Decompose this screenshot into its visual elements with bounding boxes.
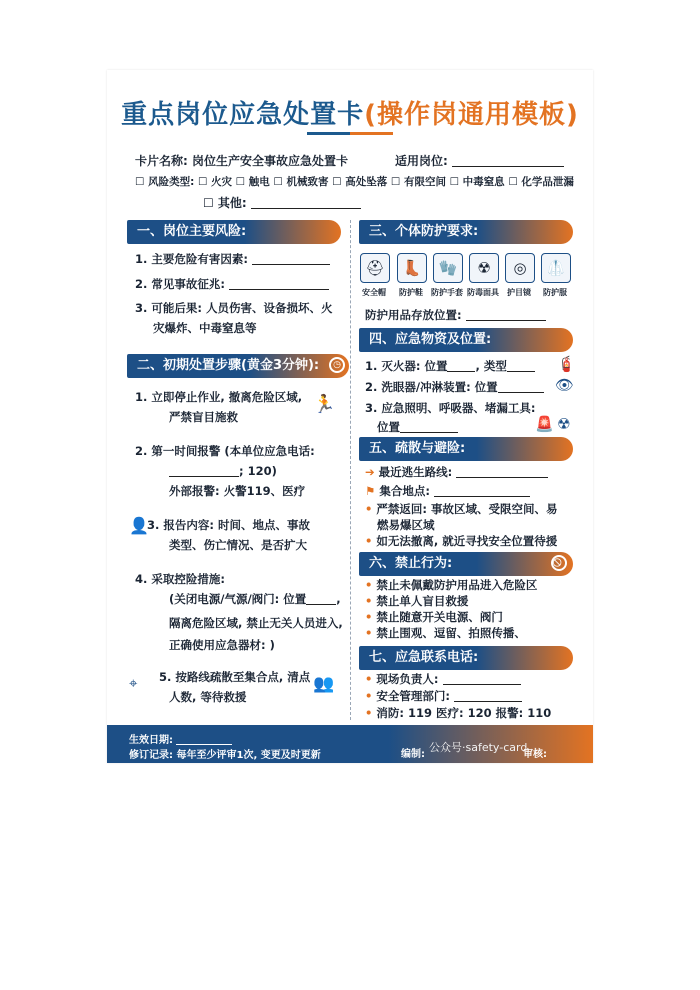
risk-type-row: ☐ 风险类型: ☐ 火灾 ☐ 触电 ☐ 机械致害 ☐ 高处坠落 ☐ 有限空间 ☐ 中毒窒息 ☐ 化学品泄漏 — [135, 176, 574, 188]
risk-fall[interactable]: ☐ 高处坠落 — [332, 176, 388, 188]
escape-route: ➔ 最近逃生路线: — [365, 463, 548, 482]
s1-item2: 2. 常见事故征兆: — [135, 275, 329, 294]
risk-fire[interactable]: ☐ 火灾 — [197, 176, 233, 188]
timer-icon: ◷ — [329, 357, 345, 373]
s6-item4: • 禁止围观、逗留、拍照传播、 — [365, 626, 526, 640]
section5-header: 五、疏散与避险: — [359, 437, 573, 461]
extinguisher-icon: 🧯 — [557, 355, 576, 373]
section1-header: 一、岗位主要风险: — [127, 220, 341, 244]
s2-step2-phone: ; 120) — [169, 462, 277, 481]
gas-mask-icon: ☢ — [469, 253, 499, 283]
s7-item1: • 现场负责人: — [365, 670, 521, 689]
reviewer: 审核: — [523, 749, 547, 760]
s6-item2: • 禁止单人盲目救援 — [365, 594, 469, 608]
title-underline — [307, 132, 393, 135]
route-pin-icon: ⌖ — [129, 674, 138, 692]
s4-item3: 3. 应急照明、呼吸器、堵漏工具: — [365, 401, 536, 415]
s2-step2-external: 外部报警: 火警119、医疗 — [169, 484, 306, 498]
s1-item3: 3. 可能后果: 人员伤害、设备损坏、火 — [135, 301, 333, 315]
flag-icon: ⚑ — [365, 484, 376, 498]
section3-header: 三、个体防护要求: — [359, 220, 573, 244]
s2-step4: 4. 采取控险措施: — [135, 572, 225, 586]
goggles-icon: ◎ — [505, 253, 535, 283]
post-blank[interactable] — [452, 154, 564, 167]
s2-step5: 5. 按路线疏散至集合点, 清点 — [159, 670, 311, 684]
s2-step5-cont: 人数, 等待救援 — [169, 690, 247, 704]
boots-icon: 👢 — [397, 253, 427, 283]
ppe-storage: 防护用品存放位置: — [365, 306, 546, 325]
watermark: 公众号·safety-card — [429, 741, 528, 754]
forbid-return: • 严禁返回: 事故区域、受限空间、易 — [365, 502, 558, 516]
group-people-icon: 👥 — [313, 674, 335, 694]
s2-step1: 1. 立即停止作业, 撤离危险区域, — [135, 390, 303, 404]
card-name-row: 卡片名称: 岗位生产安全事故应急处置卡 — [135, 154, 349, 168]
s2-step4-equip: 正确使用应急器材: ) — [169, 638, 275, 652]
emergency-light-icon: 🚨 — [535, 415, 554, 433]
section2-header: 二、初期处置步骤(黄金3分钟): ◷ — [127, 354, 349, 378]
footer-bar — [107, 725, 593, 763]
assembly-point: ⚑ 集合地点: — [365, 482, 530, 501]
no-symbol-icon — [551, 555, 567, 571]
s2-step4-valves: (关闭电源/气源/阀门: 位置 , — [169, 592, 341, 606]
s6-item3: • 禁止随意开关电源、阀门 — [365, 610, 503, 624]
risk-mechanical[interactable]: ☐ 机械致害 — [273, 176, 329, 188]
section4-header: 四、应急物资及位置: — [359, 328, 573, 352]
risk-chemical[interactable]: ☐ 化学品泄漏 — [508, 176, 574, 188]
s4-item3-loc: 位置 — [377, 418, 458, 437]
s4-item2: 2. 洗眼器/冲淋装置: 位置 — [365, 378, 544, 397]
page-title: 重点岗位应急处置卡(操作岗通用模板) — [121, 100, 579, 130]
effective-date: 生效日期: — [129, 731, 232, 746]
exit-run-icon: 🏃 — [313, 394, 336, 415]
forbid-return-cont: 燃易爆区域 — [377, 518, 435, 532]
s2-step3-cont: 类型、伤亡情况、是否扩大 — [169, 538, 307, 552]
s6-item1: • 禁止未佩戴防护用品进入危险区 — [365, 578, 538, 592]
cannot-evacuate: • 如无法撤离, 就近寻找安全位置待援 — [365, 534, 558, 548]
s2-step3: 3. 报告内容: 时间、地点、事故 — [147, 518, 310, 532]
s4-item1: 1. 灭火器: 位置 , 类型 — [365, 357, 535, 376]
section6-header: 六、禁止行为: — [359, 552, 573, 576]
column-divider — [350, 220, 351, 720]
s2-step1-cont: 严禁盲目施救 — [169, 410, 238, 424]
other-blank[interactable] — [251, 196, 361, 209]
eyewash-icon: 👁 — [555, 376, 575, 394]
gloves-icon: 🧤 — [433, 253, 463, 283]
s1-item1: 1. 主要危险有害因素: — [135, 250, 330, 269]
editor: 编制: — [401, 749, 425, 760]
s7-item3: • 消防: 119 医疗: 120 报警: 110 — [365, 706, 552, 720]
risk-confined[interactable]: ☐ 有限空间 — [390, 176, 446, 188]
s7-item2: • 安全管理部门: — [365, 687, 522, 706]
risk-electric[interactable]: ☐ 触电 — [235, 176, 270, 188]
reporter-icon: 👤 — [129, 516, 149, 535]
respirator-icon: ☢ — [557, 415, 571, 433]
risk-poison[interactable]: ☐ 中毒窒息 — [449, 176, 505, 188]
s2-step4-isolate: 隔离危险区域, 禁止无关人员进入, — [169, 616, 343, 630]
post-row: 适用岗位: — [395, 152, 564, 169]
section7-header: 七、应急联系电话: — [359, 646, 573, 670]
emergency-card: 重点岗位应急处置卡(操作岗通用模板) 卡片名称: 岗位生产安全事故应急处置卡 适用岗位: ☐ 风险类型: ☐ 火灾 ☐ 触电 ☐ 机械致害 ☐ 高处坠落 ☐ 有限空间 ☐ 中毒窒息 ☐ 化学品泄漏 ☐ 其他: 一、岗位主要风险: 1. 主要危险有害因素: 2. 常见事故征兆: 3. 可能后果: 人员伤害、设备损坏、火 灾爆炸、中毒窒息等 二、初期处置步骤(黄金3分钟): ◷ 1. 立即停止作业, 撤离危险区域, 严禁盲目施救 🏃 2. 第一时间报警 (本单位应急电话: ; 120) 外部报警: 火警119、医疗 👤 3. 报告内容: 时间、地点、事故 类型、伤亡情况、是否扩大 4. 采取控险措施: (关闭电源/气源/阀门: 位置 , 隔离危险区域, 禁止无关人员进入, 正确使用应急器材: ) ⌖ 5. 按路线疏散至集合点, 清点 人数, 等待救援 👥 三、个体防护要求: ⛑ 👢 🧤 ☢ ◎ 🥼 安全帽 防护鞋 防护手套 防毒面具 护目镜 防护服 防护用品存放位置: 四、应急物资及位置: 1. 灭火器: 位置 , 类型 🧯 2. 洗眼器/冲淋装置: 位置 👁 3. 应急照明、呼吸器、堵漏工具: 位置 🚨 ☢ 五、疏散与避险: ➔ 最近逃生路线: ⚑ 集合地点: • 严禁返回: 事故区域、受限空间、易 燃易爆区域 • 如无法撤离, 就近寻找安全位置待援 六、禁止行为: • 禁止未佩戴防护用品进入危险区 • 禁止单人盲目救援 • 禁止随意开关电源、阀门 • 禁止围观、逗留、拍照传播、 七、应急联系电话: • 现场负责人: • 安全管理部门: • 消防: 119 医疗: 120 报警: 110 生效日期: 修订记录: 每年至少评审1次, 变更及时更新 编制: 公众号·safety-card 审核: — [107, 70, 593, 763]
revision-record: 修订记录: 每年至少评审1次, 变更及时更新 — [129, 750, 321, 761]
helmet-icon: ⛑ — [360, 253, 390, 283]
s2-step2: 2. 第一时间报警 (本单位应急电话: — [135, 444, 315, 458]
s1-item3-cont: 灾爆炸、中毒窒息等 — [153, 321, 257, 335]
suit-icon: 🥼 — [541, 253, 571, 283]
other-row: ☐ 其他: — [203, 194, 361, 211]
